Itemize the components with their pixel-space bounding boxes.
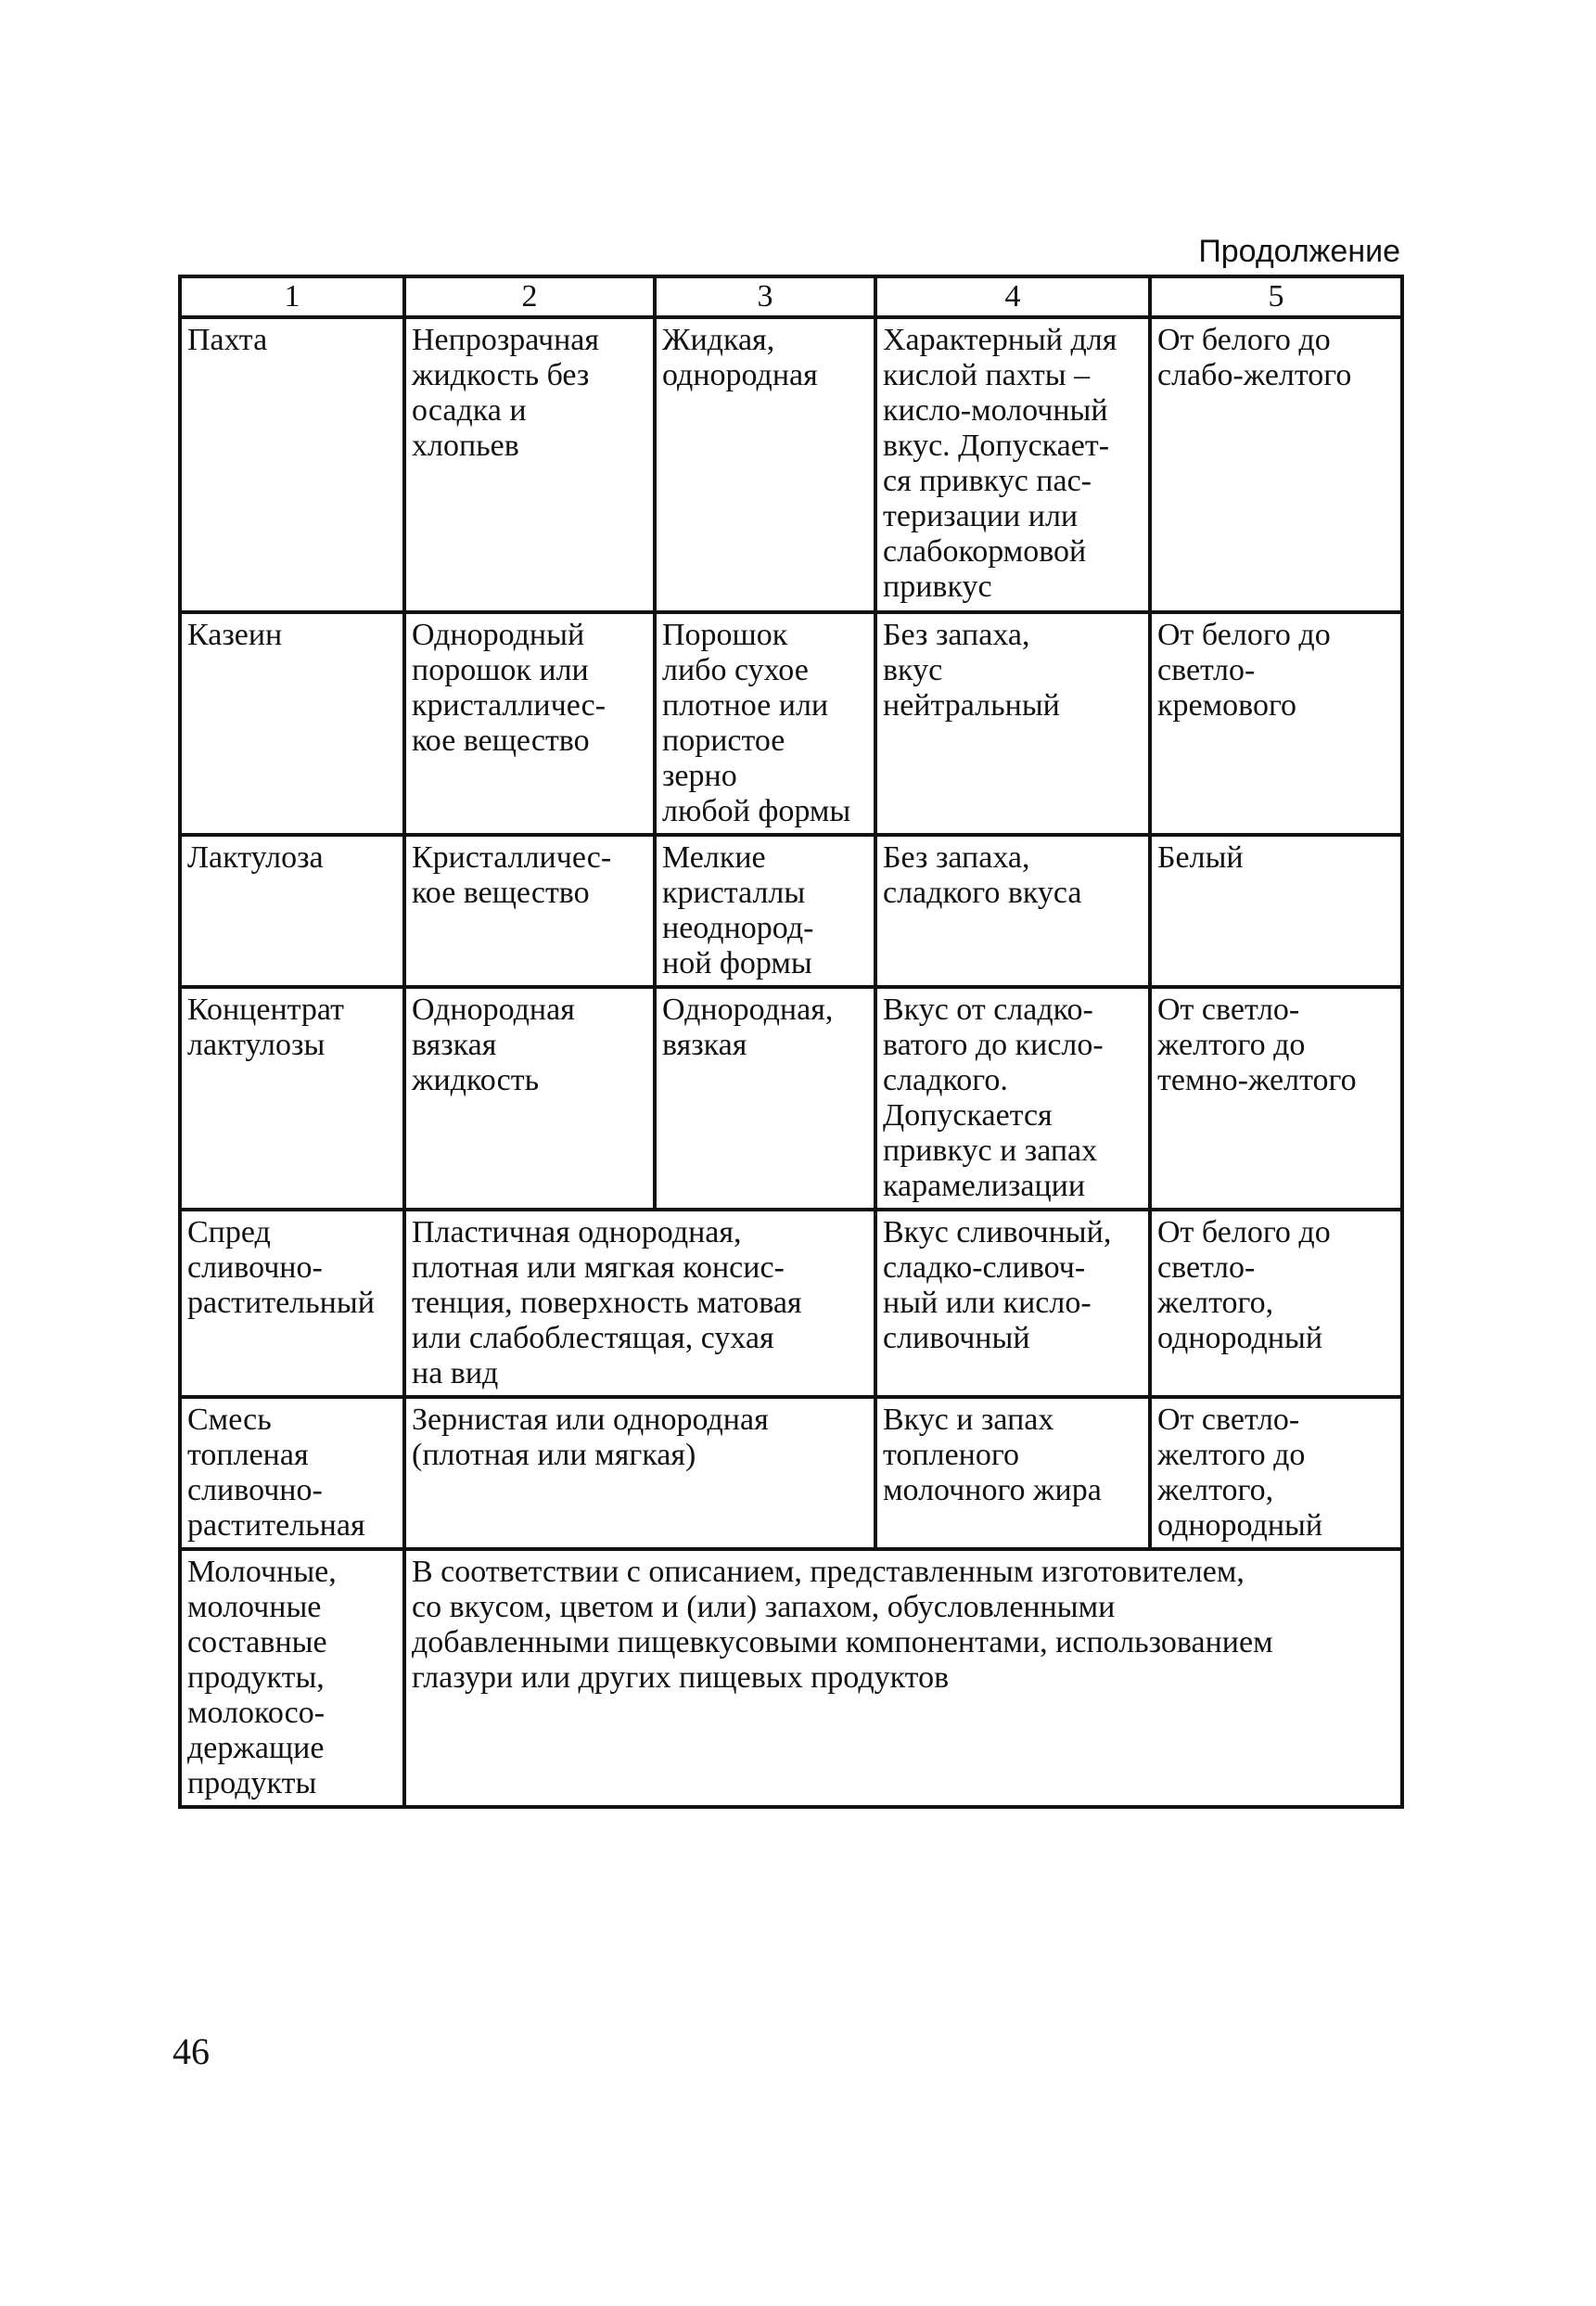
column-header: 1	[180, 276, 404, 317]
cell-line: или слабоблестящая, сухая	[412, 1321, 774, 1355]
cell-line: кремового	[1157, 688, 1297, 723]
cell-line: От белого до	[1157, 618, 1331, 652]
taste-smell-cell	[875, 835, 1150, 987]
cell-line: От белого до	[1157, 1215, 1331, 1249]
cell-line: тенция, поверхность матовая	[412, 1286, 802, 1320]
cell-line: продукты,	[187, 1660, 325, 1695]
cell-line: сладкого вкуса	[883, 876, 1082, 910]
cell-line: Молочные,	[187, 1555, 337, 1589]
cell-line: слабо-желтого	[1157, 358, 1352, 392]
cell-line: кристалличес-	[412, 688, 606, 723]
cell-line: карамелизации	[883, 1169, 1086, 1203]
cell-line: Казеин	[187, 618, 283, 652]
table-row	[180, 612, 1402, 835]
description-cell	[404, 1549, 1402, 1807]
cell-line: кислой пахты –	[883, 358, 1091, 392]
cell-line: неоднород-	[662, 911, 814, 945]
product-name-cell	[180, 1397, 404, 1549]
cell-line: Вкус сливочный,	[883, 1215, 1112, 1249]
cell-line: привкус и запах	[883, 1134, 1098, 1168]
cell-line: плотная или мягкая консис-	[412, 1250, 785, 1285]
cell-line: Однородная,	[662, 993, 834, 1027]
cell-line: желтого,	[1157, 1473, 1274, 1507]
column-header: 2	[404, 276, 655, 317]
cell-line: жидкость	[412, 1063, 540, 1097]
cell-line: порошок или	[412, 653, 589, 687]
cell-line: добавленными пищевкусовыми компонентами, использованием	[412, 1625, 1273, 1659]
appearance-consistency-cell	[404, 1210, 875, 1397]
column-header: 5	[1150, 276, 1402, 317]
cell-line: желтого,	[1157, 1286, 1274, 1320]
cell-line: хлопьев	[412, 429, 519, 463]
table-header-row	[180, 276, 1402, 317]
cell-line: Пахта	[187, 323, 268, 357]
cell-line: Без запаха,	[883, 840, 1030, 875]
cell-line: держащие	[187, 1731, 325, 1765]
cell-line: кое вещество	[412, 876, 590, 910]
cell-line: плотное или	[662, 688, 829, 723]
cell-line: сладко-сливоч-	[883, 1250, 1086, 1285]
consistency-cell	[655, 317, 875, 612]
cell-line: Лактулоза	[187, 840, 324, 875]
cell-line: Мелкие	[662, 840, 766, 875]
cell-line: Белый	[1157, 840, 1244, 875]
cell-line: Спред	[187, 1215, 271, 1249]
cell-line: ный или кисло-	[883, 1286, 1092, 1320]
cell-line: Пластичная однородная,	[412, 1215, 742, 1249]
cell-line: со вкусом, цветом и (или) запахом, обусловленными	[412, 1590, 1116, 1624]
cell-line: Зернистая или однородная	[412, 1403, 769, 1437]
cell-line: пористое	[662, 724, 785, 758]
product-name-cell	[180, 1549, 404, 1807]
cell-line: сливочно-	[187, 1473, 323, 1507]
cell-line: осадка и	[412, 393, 527, 428]
cell-line: ся привкус пас-	[883, 464, 1092, 498]
taste-smell-cell	[875, 1397, 1150, 1549]
cell-line: кристаллы	[662, 876, 806, 910]
product-name-cell	[180, 612, 404, 835]
cell-line: сливочно-	[187, 1250, 323, 1285]
cell-line: вязкая	[662, 1028, 747, 1062]
cell-line: От светло-	[1157, 1403, 1300, 1437]
cell-line: Смесь	[187, 1403, 272, 1437]
cell-line: Вкус и запах	[883, 1403, 1054, 1437]
cell-line: либо сухое	[662, 653, 809, 687]
product-name-cell	[180, 317, 404, 612]
color-cell	[1150, 835, 1402, 987]
table-row	[180, 987, 1402, 1210]
color-cell	[1150, 1210, 1402, 1397]
cell-line: молочного жира	[883, 1473, 1102, 1507]
cell-line: сливочный	[883, 1321, 1030, 1355]
cell-line: слабокормовой	[883, 534, 1087, 569]
cell-line: сладкого.	[883, 1063, 1008, 1097]
taste-smell-cell	[875, 317, 1150, 612]
cell-line: продукты	[187, 1766, 317, 1800]
cell-line: В соответствии с описанием, представленным изготовителем,	[412, 1555, 1245, 1589]
consistency-cell	[655, 612, 875, 835]
appearance-cell	[404, 835, 655, 987]
cell-line: От светло-	[1157, 993, 1300, 1027]
product-name-cell	[180, 1210, 404, 1397]
cell-line: зерно	[662, 759, 737, 793]
cell-line: кое вещество	[412, 724, 590, 758]
table-row	[180, 317, 1402, 612]
color-cell	[1150, 1397, 1402, 1549]
product-name-cell	[180, 835, 404, 987]
product-name-cell	[180, 987, 404, 1210]
cell-line: жидкость без	[412, 358, 590, 392]
taste-smell-cell	[875, 612, 1150, 835]
cell-line: Характерный для	[883, 323, 1117, 357]
cell-line: Без запаха,	[883, 618, 1030, 652]
cell-line: Концентрат	[187, 993, 345, 1027]
cell-line: однородный	[1157, 1508, 1323, 1543]
cell-line: темно-желтого	[1157, 1063, 1357, 1097]
cell-line: топленого	[883, 1438, 1019, 1472]
cell-line: на вид	[412, 1356, 499, 1390]
table-row	[180, 835, 1402, 987]
table-row	[180, 1549, 1402, 1807]
cell-line: Непрозрачная	[412, 323, 600, 357]
cell-line: (плотная или мягкая)	[412, 1438, 696, 1472]
cell-line: вязкая	[412, 1028, 497, 1062]
page-number: 46	[172, 2031, 210, 2072]
cell-line: От белого до	[1157, 323, 1331, 357]
cell-line: молокосо-	[187, 1696, 326, 1730]
cell-line: растительный	[187, 1286, 375, 1320]
cell-line: желтого до	[1157, 1028, 1306, 1062]
cell-line: ватого до кисло-	[883, 1028, 1104, 1062]
column-header: 3	[655, 276, 875, 317]
color-cell	[1150, 317, 1402, 612]
cell-line: любой формы	[662, 794, 851, 828]
consistency-cell	[655, 987, 875, 1210]
cell-line: Однородная	[412, 993, 575, 1027]
cell-line: однородная	[662, 358, 818, 392]
cell-line: вкус. Допускает-	[883, 429, 1110, 463]
color-cell	[1150, 987, 1402, 1210]
cell-line: вкус	[883, 653, 943, 687]
cell-line: светло-	[1157, 1250, 1256, 1285]
table-row	[180, 1210, 1402, 1397]
properties-table	[178, 275, 1404, 1809]
taste-smell-cell	[875, 1210, 1150, 1397]
taste-smell-cell	[875, 987, 1150, 1210]
cell-line: однородный	[1157, 1321, 1323, 1355]
cell-line: топленая	[187, 1438, 309, 1472]
cell-line: Порошок	[662, 618, 788, 652]
cell-line: Кристалличес-	[412, 840, 612, 875]
appearance-cell	[404, 987, 655, 1210]
consistency-cell	[655, 835, 875, 987]
cell-line: нейтральный	[883, 688, 1060, 723]
cell-line: светло-	[1157, 653, 1256, 687]
color-cell	[1150, 612, 1402, 835]
appearance-cell	[404, 612, 655, 835]
cell-line: желтого до	[1157, 1438, 1306, 1472]
cell-line: составные	[187, 1625, 327, 1659]
cell-line: Допускается	[883, 1098, 1053, 1133]
cell-line: растительная	[187, 1508, 365, 1543]
cell-line: теризации или	[883, 499, 1079, 533]
continuation-label: Продолжение	[1198, 234, 1400, 269]
cell-line: глазури или других пищевых продуктов	[412, 1660, 950, 1695]
cell-line: молочные	[187, 1590, 322, 1624]
cell-line: Жидкая,	[662, 323, 775, 357]
table-row	[180, 1397, 1402, 1549]
appearance-consistency-cell	[404, 1397, 875, 1549]
column-header: 4	[875, 276, 1150, 317]
cell-line: ной формы	[662, 946, 812, 980]
cell-line: кисло-молочный	[883, 393, 1108, 428]
cell-line: лактулозы	[187, 1028, 326, 1062]
cell-line: привкус	[883, 570, 992, 604]
cell-line: Вкус от сладко-	[883, 993, 1093, 1027]
cell-line: Однородный	[412, 618, 585, 652]
appearance-cell	[404, 317, 655, 612]
